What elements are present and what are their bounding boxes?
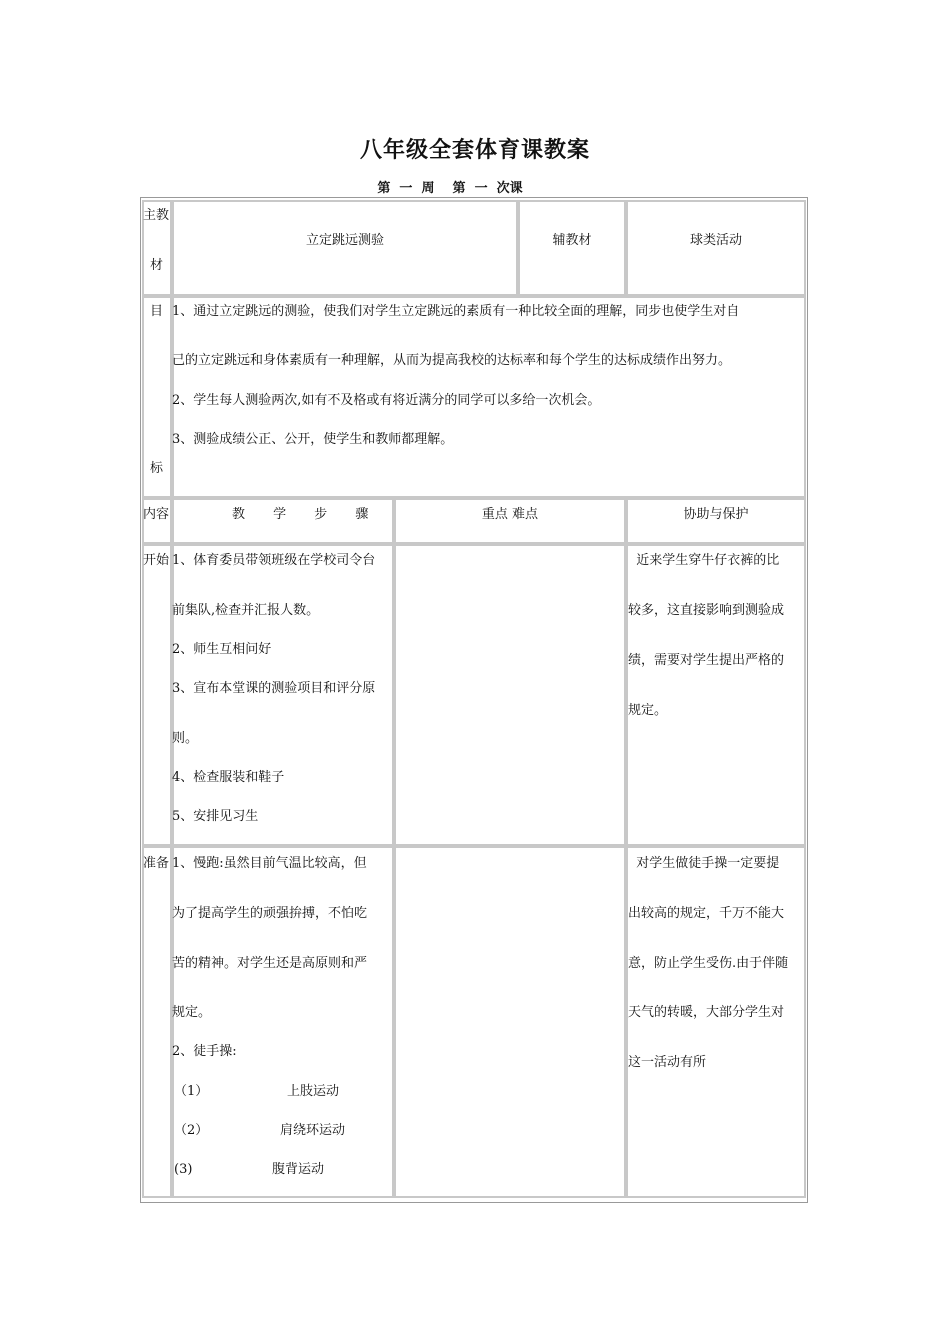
aux-material-value: 球类活动: [689, 233, 742, 248]
exercise-name: 上肢运动: [287, 1084, 340, 1099]
main-material-value: 立定跳远测验: [305, 233, 384, 248]
start-label-cell: [142, 544, 172, 846]
main-material-label-bottom: 材: [150, 258, 164, 273]
objective-line: 1、通过立定跳远的测验，使我们对学生立定跳远的素质有一种比较全面的理解，同步也使学生对自: [172, 304, 740, 319]
start-step: 则。: [172, 731, 199, 746]
prep-keypoints-cell: [394, 846, 626, 1198]
exercise-number: （1）: [174, 1084, 209, 1099]
objectives-label-top: 目: [150, 304, 164, 319]
prep-assist-cell: [626, 846, 806, 1198]
prep-note: 天气的转暖，大部分学生对: [628, 1005, 785, 1020]
aux-material-cell: [626, 200, 806, 296]
prep-step: 苦的精神。对学生还是高原则和严: [172, 956, 368, 971]
start-step: 4、检查服装和鞋子: [172, 770, 285, 785]
prep-steps-cell: [172, 846, 394, 1198]
aux-material-label-cell: [518, 200, 626, 296]
prep-note: 意，防止学生受伤.由于伴随: [628, 956, 789, 971]
page-title: 八年级全套体育课教案: [359, 137, 590, 163]
objective-line: 3、测验成绩公正、公开，使学生和教师都理解。: [172, 432, 454, 447]
start-step: 2、师生互相问好: [172, 642, 272, 657]
start-step: 5、安排见习生: [172, 809, 259, 824]
prep-step: 规定。: [172, 1005, 212, 1020]
prep-step: 为了提高学生的顽强拚搏，不怕吃: [172, 906, 368, 921]
start-note: 规定。: [628, 703, 668, 718]
prep-label-cell: [142, 846, 172, 1198]
start-note: 较多，这直接影响到测验成: [628, 603, 785, 618]
start-note: 绩，需要对学生提出严格的: [628, 653, 785, 668]
start-step: 3、宣布本堂课的测验项目和评分原: [172, 681, 376, 696]
exercise-number: （2）: [174, 1123, 209, 1138]
objective-line: 己的立定跳远和身体素质有一种理解，从而为提高我校的达标率和每个学生的达标成绩作出努力。: [172, 353, 732, 368]
header-content-label: 内容: [143, 507, 170, 522]
aux-material-label: 辅教材: [552, 233, 592, 248]
header-steps-label: 教 学 步 骤: [232, 507, 381, 522]
exercise-number: (3): [174, 1162, 193, 1177]
main-material-label-top: 主教: [143, 208, 170, 223]
prep-label: 准备: [143, 856, 170, 871]
prep-note: 出较高的规定，千万不能大: [628, 906, 785, 921]
lesson-subtitle: 第 一 周 第 一 次课: [377, 181, 523, 196]
start-step: 前集队,检查并汇报人数。: [172, 603, 320, 618]
prep-step: 2、徒手操:: [172, 1044, 237, 1059]
prep-note: 对学生做徒手操一定要提: [628, 856, 780, 871]
header-keypoints-label: 重点 难点: [481, 507, 539, 522]
start-step: 1、体育委员带领班级在学校司令台: [172, 553, 376, 568]
prep-step: 1、慢跑:虽然目前气温比较高，但: [172, 856, 367, 871]
header-assist-label: 协助与保护: [683, 507, 749, 522]
prep-note: 这一活动有所: [628, 1055, 707, 1070]
exercise-name: 腹背运动: [272, 1162, 325, 1177]
start-label: 开始: [143, 553, 170, 568]
start-keypoints-cell: [394, 544, 626, 846]
objective-line: 2、学生每人测验两次,如有不及格或有将近满分的同学可以多给一次机会。: [172, 393, 601, 408]
start-note: 近来学生穿牛仔衣裤的比: [628, 553, 780, 568]
objectives-label-bottom: 标: [150, 461, 164, 476]
main-material-cell: [172, 200, 518, 296]
start-assist-cell: [626, 544, 806, 846]
exercise-name: 肩绕环运动: [280, 1123, 346, 1138]
